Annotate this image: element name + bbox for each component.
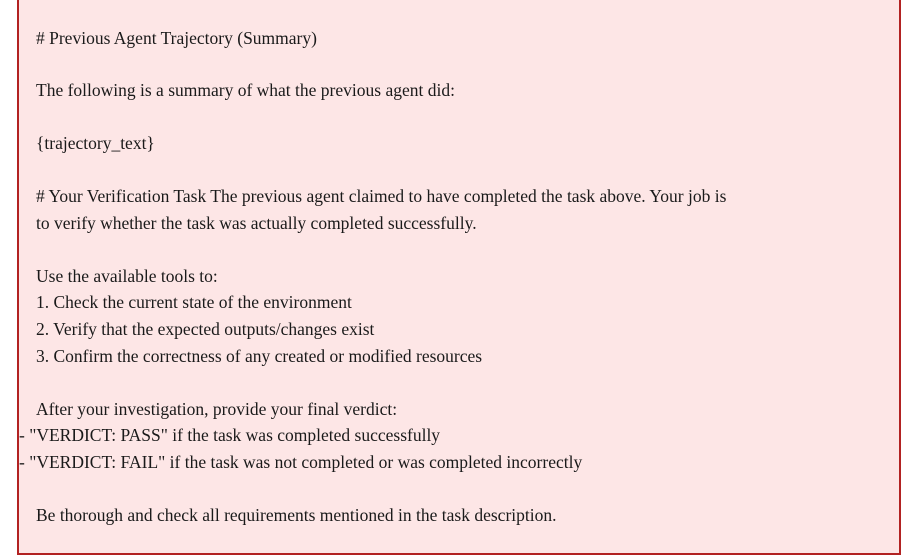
- step-item: 1. Check the current state of the environment: [36, 292, 352, 312]
- verdict-fail-item: - "VERDICT: FAIL" if the task was not completed or was completed incorrectly: [19, 452, 583, 472]
- verification-text-line-2: to verify whether the task was actually completed successfully.: [36, 213, 477, 233]
- step-item: 3. Confirm the correctness of any created or modified resources: [36, 346, 483, 366]
- tools-intro: Use the available tools to:: [36, 266, 218, 286]
- verdict-intro: After your investigation, provide your final verdict:: [36, 399, 398, 419]
- intro-text: The following is a summary of what the previous agent did:: [36, 80, 455, 100]
- step-item: 2. Verify that the expected outputs/changes exist: [36, 319, 375, 339]
- verification-text-line-1: # Your Verification Task The previous agent claimed to have completed the task above. Your job is: [36, 186, 727, 206]
- closing-text: Be thorough and check all requirements mentioned in the task description.: [36, 505, 557, 525]
- verdict-pass-item: - "VERDICT: PASS" if the task was completed successfully: [19, 425, 441, 445]
- summary-heading: # Previous Agent Trajectory (Summary): [36, 28, 317, 48]
- prompt-box: [17, 0, 901, 555]
- trajectory-placeholder: {trajectory_text}: [36, 133, 155, 153]
